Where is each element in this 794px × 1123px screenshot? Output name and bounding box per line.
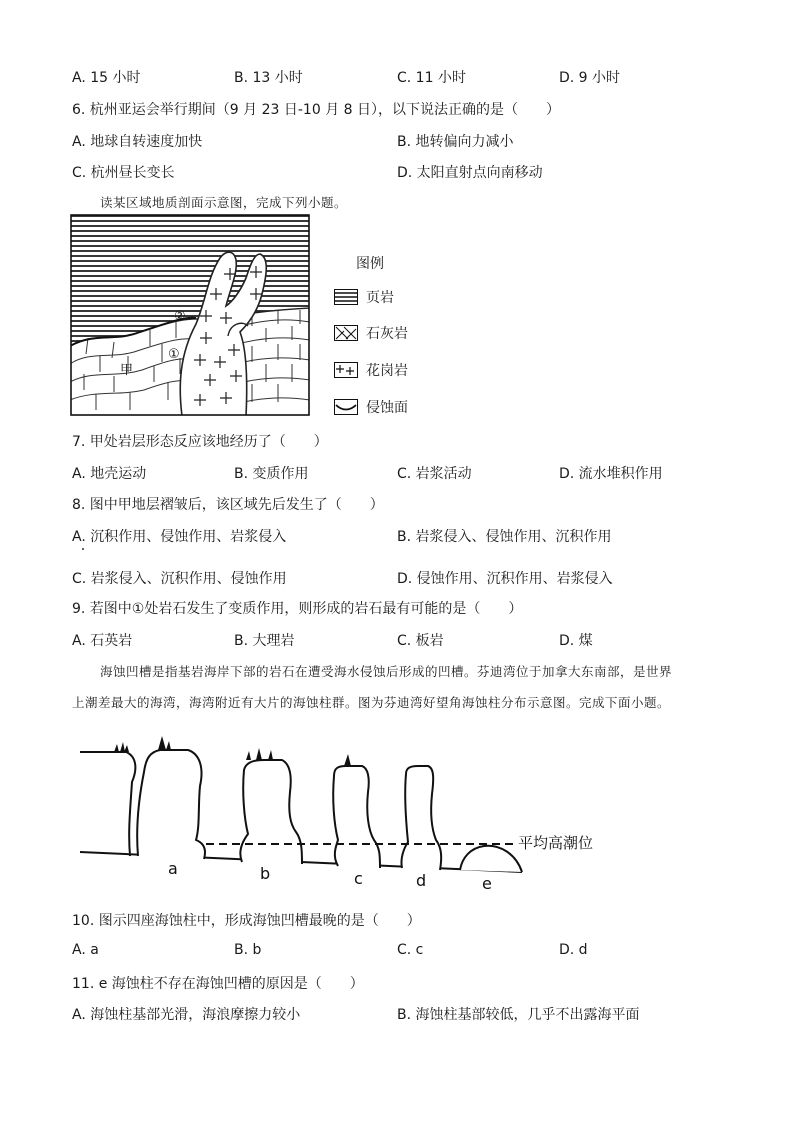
tide-level-label: 平均高潮位 (518, 834, 594, 852)
stack-label-b: b (260, 864, 271, 883)
reading-prompt-geology: 读某区域地质剖面示意图，完成下列小题。 (100, 195, 348, 210)
reading-prompt-sea-stacks-line2: 上潮差最大的海湾，海湾附近有大片的海蚀柱群。图为芬迪湾好望角海蚀柱分布示意图。完成下面小题。 (72, 695, 671, 710)
sea-stack-figure (76, 722, 606, 892)
q11-option-b[interactable]: B. 海蚀柱基部较低，几乎不出露海平面 (397, 1007, 640, 1023)
label-point-1: ① (168, 347, 180, 362)
prev-option-d[interactable]: D. 9 小时 (559, 70, 621, 86)
q11-option-a[interactable]: A. 海蚀柱基部光滑，海浪摩擦力较小 (72, 1007, 301, 1023)
q9-option-c[interactable]: C. 板岩 (397, 633, 444, 649)
erosion-surface-icon (334, 399, 358, 415)
granite-pattern-icon (334, 362, 358, 378)
q7-option-a[interactable]: A. 地壳运动 (72, 466, 147, 482)
q9-option-d[interactable]: D. 煤 (559, 633, 593, 649)
stack-label-e: e (482, 874, 492, 892)
q9-stem: 9. 若图中①处岩石发生了变质作用，则形成的岩石最有可能的是（ ） (72, 601, 523, 617)
legend-limestone (334, 323, 408, 343)
shale-pattern-icon (334, 289, 358, 305)
legend-label-erosion-surface: 侵蚀面 (366, 400, 408, 416)
q6-option-b[interactable]: B. 地转偏向力减小 (397, 134, 514, 150)
legend-label-shale: 页岩 (366, 290, 394, 306)
q10-option-a[interactable]: A. a (72, 942, 99, 958)
q8-stem: 8. 图中甲地层褶皱后，该区域先后发生了（ ） (72, 497, 384, 513)
q8-option-d[interactable]: D. 侵蚀作用、沉积作用、岩浆侵入 (397, 571, 613, 587)
q7-stem: 7. 甲处岩层形态反应该地经历了（ ） (72, 434, 328, 450)
reading-prompt-sea-stacks-line1: 海蚀凹槽是指基岩海岸下部的岩石在遭受海水侵蚀后形成的凹槽。芬迪湾位于加拿大东南部，是世界 (100, 664, 673, 679)
q8-option-a[interactable]: A. 沉积作用、侵蚀作用、岩浆侵入 (72, 529, 287, 545)
label-point-2: ② (174, 309, 186, 324)
legend-title: 图例 (356, 256, 384, 272)
legend-label-granite: 花岗岩 (366, 363, 408, 379)
stray-dot (82, 548, 84, 550)
q10-option-c[interactable]: C. c (397, 942, 424, 958)
stack-label-c: c (354, 869, 363, 888)
q6-option-a[interactable]: A. 地球自转速度加快 (72, 134, 203, 150)
stack-label-d: d (416, 871, 427, 890)
limestone-pattern-icon (334, 325, 358, 341)
legend-label-limestone: 石灰岩 (366, 326, 408, 342)
q10-option-d[interactable]: D. d (559, 942, 588, 958)
q9-option-a[interactable]: A. 石英岩 (72, 633, 133, 649)
legend-shale (334, 287, 394, 307)
q6-option-d[interactable]: D. 太阳直射点向南移动 (397, 165, 543, 181)
q6-stem: 6. 杭州亚运会举行期间（9 月 23 日-10 月 8 日），以下说法正确的是（ ） (72, 102, 561, 118)
q10-option-b[interactable]: B. b (234, 942, 262, 958)
q9-option-b[interactable]: B. 大理岩 (234, 633, 295, 649)
prev-option-c[interactable]: C. 11 小时 (397, 70, 466, 86)
prev-option-a[interactable]: A. 15 小时 (72, 70, 141, 86)
legend-granite (334, 360, 408, 380)
q8-option-c[interactable]: C. 岩浆侵入、沉积作用、侵蚀作用 (72, 571, 287, 587)
legend-erosion-surface (334, 397, 408, 417)
stack-label-a: a (168, 859, 178, 878)
q7-option-b[interactable]: B. 变质作用 (234, 466, 309, 482)
q11-stem: 11. e 海蚀柱不存在海蚀凹槽的原因是（ ） (72, 976, 364, 992)
q6-option-c[interactable]: C. 杭州昼长变长 (72, 165, 175, 181)
q7-option-d[interactable]: D. 流水堆积作用 (559, 466, 663, 482)
q10-stem: 10. 图示四座海蚀柱中，形成海蚀凹槽最晚的是（ ） (72, 913, 421, 929)
prev-option-b[interactable]: B. 13 小时 (234, 70, 303, 86)
q7-option-c[interactable]: C. 岩浆活动 (397, 466, 472, 482)
label-jia: 甲 (120, 363, 134, 378)
geologic-section-figure (70, 214, 310, 416)
q8-option-b[interactable]: B. 岩浆侵入、侵蚀作用、沉积作用 (397, 529, 612, 545)
